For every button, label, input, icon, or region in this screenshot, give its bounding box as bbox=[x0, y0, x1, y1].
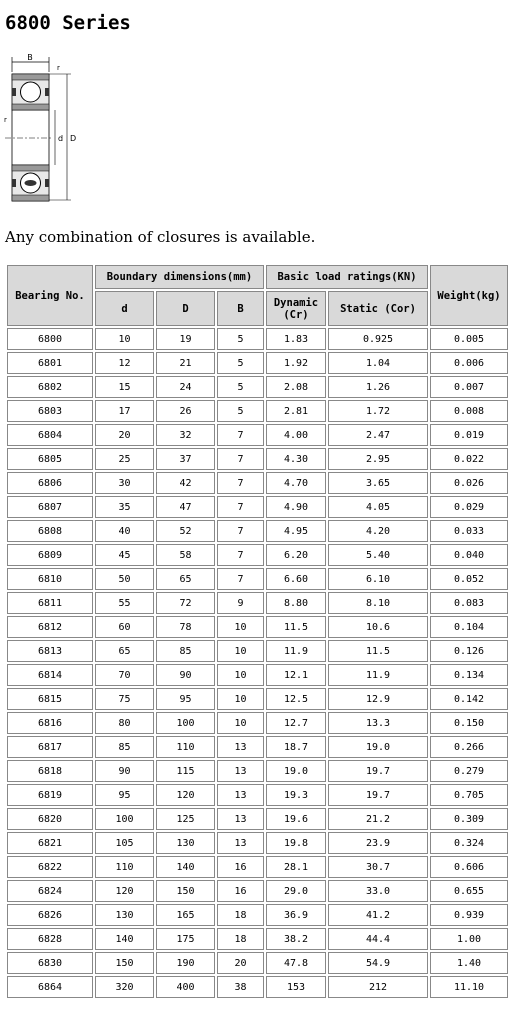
table-row bbox=[7, 640, 508, 662]
cell-static: 19.0 bbox=[328, 736, 428, 758]
bearing-spec-table bbox=[5, 263, 510, 1000]
cell-d: 120 bbox=[95, 880, 154, 902]
cell-B: 13 bbox=[217, 808, 264, 830]
cell-D: 65 bbox=[156, 568, 215, 590]
cell-B: 13 bbox=[217, 760, 264, 782]
table-row bbox=[7, 520, 508, 542]
cell-D: 37 bbox=[156, 448, 215, 470]
cell-dynamic: 6.20 bbox=[266, 544, 326, 566]
cell-static: 12.9 bbox=[328, 688, 428, 710]
cell-B: 10 bbox=[217, 712, 264, 734]
cell-d: 25 bbox=[95, 448, 154, 470]
cell-weight: 0.026 bbox=[430, 472, 508, 494]
cell-bearing-no: 6824 bbox=[7, 880, 93, 902]
cell-dynamic: 153 bbox=[266, 976, 326, 998]
cell-d: 55 bbox=[95, 592, 154, 614]
cell-B: 5 bbox=[217, 328, 264, 350]
cell-d: 20 bbox=[95, 424, 154, 446]
cell-weight: 0.005 bbox=[430, 328, 508, 350]
cell-weight: 0.040 bbox=[430, 544, 508, 566]
header-boundary-dimensions: Boundary dimensions(mm) bbox=[95, 265, 264, 289]
cell-dynamic: 4.70 bbox=[266, 472, 326, 494]
cell-weight: 0.655 bbox=[430, 880, 508, 902]
cell-weight: 0.008 bbox=[430, 400, 508, 422]
cell-B: 10 bbox=[217, 640, 264, 662]
cell-weight: 0.150 bbox=[430, 712, 508, 734]
cell-static: 19.7 bbox=[328, 760, 428, 782]
cell-D: 52 bbox=[156, 520, 215, 542]
header-B: B bbox=[217, 291, 264, 326]
cell-D: 120 bbox=[156, 784, 215, 806]
cell-dynamic: 29.0 bbox=[266, 880, 326, 902]
cell-d: 60 bbox=[95, 616, 154, 638]
cell-D: 115 bbox=[156, 760, 215, 782]
cell-dynamic: 12.7 bbox=[266, 712, 326, 734]
cell-bearing-no: 6806 bbox=[7, 472, 93, 494]
cell-dynamic: 36.9 bbox=[266, 904, 326, 926]
cell-d: 85 bbox=[95, 736, 154, 758]
cell-B: 10 bbox=[217, 664, 264, 686]
cell-weight: 0.029 bbox=[430, 496, 508, 518]
cell-d: 150 bbox=[95, 952, 154, 974]
cell-d: 90 bbox=[95, 760, 154, 782]
cell-B: 10 bbox=[217, 616, 264, 638]
cell-static: 33.0 bbox=[328, 880, 428, 902]
table-row bbox=[7, 856, 508, 878]
cell-weight: 0.939 bbox=[430, 904, 508, 926]
cell-B: 7 bbox=[217, 520, 264, 542]
cell-bearing-no: 6818 bbox=[7, 760, 93, 782]
cell-D: 140 bbox=[156, 856, 215, 878]
cell-D: 175 bbox=[156, 928, 215, 950]
cell-bearing-no: 6812 bbox=[7, 616, 93, 638]
cell-dynamic: 12.5 bbox=[266, 688, 326, 710]
cell-bearing-no: 6800 bbox=[7, 328, 93, 350]
cell-D: 42 bbox=[156, 472, 215, 494]
cell-static: 5.40 bbox=[328, 544, 428, 566]
cell-B: 20 bbox=[217, 952, 264, 974]
cell-bearing-no: 6811 bbox=[7, 592, 93, 614]
cell-static: 6.10 bbox=[328, 568, 428, 590]
cell-static: 54.9 bbox=[328, 952, 428, 974]
table-row bbox=[7, 568, 508, 590]
cell-D: 90 bbox=[156, 664, 215, 686]
table-row bbox=[7, 328, 508, 350]
table-row bbox=[7, 808, 508, 830]
table-row bbox=[7, 472, 508, 494]
cell-dynamic: 19.6 bbox=[266, 808, 326, 830]
cell-d: 12 bbox=[95, 352, 154, 374]
cell-bearing-no: 6826 bbox=[7, 904, 93, 926]
cell-weight: 0.104 bbox=[430, 616, 508, 638]
cell-B: 18 bbox=[217, 928, 264, 950]
cell-bearing-no: 6813 bbox=[7, 640, 93, 662]
cell-d: 15 bbox=[95, 376, 154, 398]
cell-d: 65 bbox=[95, 640, 154, 662]
table-row bbox=[7, 424, 508, 446]
header-dynamic-label: Dynamic bbox=[273, 296, 319, 309]
cell-bearing-no: 6830 bbox=[7, 952, 93, 974]
header-dynamic bbox=[266, 291, 326, 326]
cell-static: 21.2 bbox=[328, 808, 428, 830]
cell-dynamic: 4.95 bbox=[266, 520, 326, 542]
cell-D: 47 bbox=[156, 496, 215, 518]
cell-bearing-no: 6803 bbox=[7, 400, 93, 422]
cell-weight: 0.126 bbox=[430, 640, 508, 662]
cell-B: 16 bbox=[217, 856, 264, 878]
cell-static: 19.7 bbox=[328, 784, 428, 806]
cell-dynamic: 1.92 bbox=[266, 352, 326, 374]
cell-bearing-no: 6819 bbox=[7, 784, 93, 806]
cell-bearing-no: 6864 bbox=[7, 976, 93, 998]
table-row bbox=[7, 664, 508, 686]
cell-D: 125 bbox=[156, 808, 215, 830]
cell-D: 85 bbox=[156, 640, 215, 662]
cell-dynamic: 11.9 bbox=[266, 640, 326, 662]
cell-B: 18 bbox=[217, 904, 264, 926]
cell-B: 10 bbox=[217, 688, 264, 710]
cell-static: 4.20 bbox=[328, 520, 428, 542]
cell-d: 75 bbox=[95, 688, 154, 710]
table-row bbox=[7, 904, 508, 926]
cell-dynamic: 19.3 bbox=[266, 784, 326, 806]
table-row bbox=[7, 352, 508, 374]
cell-static: 10.6 bbox=[328, 616, 428, 638]
cell-B: 7 bbox=[217, 424, 264, 446]
cell-d: 40 bbox=[95, 520, 154, 542]
table-row bbox=[7, 784, 508, 806]
cell-D: 58 bbox=[156, 544, 215, 566]
cell-static: 0.925 bbox=[328, 328, 428, 350]
cell-D: 72 bbox=[156, 592, 215, 614]
cell-bearing-no: 6815 bbox=[7, 688, 93, 710]
cell-bearing-no: 6805 bbox=[7, 448, 93, 470]
cell-static: 30.7 bbox=[328, 856, 428, 878]
cell-B: 7 bbox=[217, 544, 264, 566]
page-title: 6800 Series bbox=[5, 12, 131, 34]
header-static: Static (Cor) bbox=[328, 291, 428, 326]
cell-d: 140 bbox=[95, 928, 154, 950]
cell-B: 5 bbox=[217, 376, 264, 398]
cell-weight: 0.033 bbox=[430, 520, 508, 542]
cell-D: 21 bbox=[156, 352, 215, 374]
cell-D: 95 bbox=[156, 688, 215, 710]
cell-weight: 0.007 bbox=[430, 376, 508, 398]
cell-D: 190 bbox=[156, 952, 215, 974]
cell-weight: 0.006 bbox=[430, 352, 508, 374]
cell-weight: 0.019 bbox=[430, 424, 508, 446]
table-row bbox=[7, 928, 508, 950]
cell-d: 95 bbox=[95, 784, 154, 806]
cell-static: 1.26 bbox=[328, 376, 428, 398]
cell-static: 3.65 bbox=[328, 472, 428, 494]
cell-d: 80 bbox=[95, 712, 154, 734]
cell-B: 13 bbox=[217, 784, 264, 806]
cell-D: 150 bbox=[156, 880, 215, 902]
cell-bearing-no: 6821 bbox=[7, 832, 93, 854]
table-body bbox=[7, 328, 508, 998]
cell-dynamic: 12.1 bbox=[266, 664, 326, 686]
cell-dynamic: 19.8 bbox=[266, 832, 326, 854]
header-bearing-no: Bearing No. bbox=[7, 265, 93, 326]
cell-static: 4.05 bbox=[328, 496, 428, 518]
cell-static: 2.95 bbox=[328, 448, 428, 470]
table-row bbox=[7, 736, 508, 758]
header-weight: Weight(kg) bbox=[430, 265, 508, 326]
cell-dynamic: 19.0 bbox=[266, 760, 326, 782]
cell-B: 9 bbox=[217, 592, 264, 614]
cell-dynamic: 47.8 bbox=[266, 952, 326, 974]
cell-bearing-no: 6804 bbox=[7, 424, 93, 446]
cell-weight: 0.022 bbox=[430, 448, 508, 470]
cell-static: 13.3 bbox=[328, 712, 428, 734]
table-row bbox=[7, 688, 508, 710]
table-row bbox=[7, 592, 508, 614]
header-dynamic-sub: (Cr) bbox=[283, 308, 309, 321]
cell-dynamic: 18.7 bbox=[266, 736, 326, 758]
table-row bbox=[7, 376, 508, 398]
table-row bbox=[7, 832, 508, 854]
cell-weight: 0.142 bbox=[430, 688, 508, 710]
header-basic-load-ratings: Basic load ratings(KN) bbox=[266, 265, 428, 289]
cell-B: 13 bbox=[217, 736, 264, 758]
cell-D: 19 bbox=[156, 328, 215, 350]
cell-d: 45 bbox=[95, 544, 154, 566]
label-B: B bbox=[27, 53, 33, 62]
cell-static: 8.10 bbox=[328, 592, 428, 614]
cell-weight: 0.279 bbox=[430, 760, 508, 782]
cell-static: 212 bbox=[328, 976, 428, 998]
cell-weight: 0.309 bbox=[430, 808, 508, 830]
cell-weight: 0.705 bbox=[430, 784, 508, 806]
cell-bearing-no: 6814 bbox=[7, 664, 93, 686]
cell-static: 1.72 bbox=[328, 400, 428, 422]
cell-d: 35 bbox=[95, 496, 154, 518]
cell-bearing-no: 6816 bbox=[7, 712, 93, 734]
cell-weight: 1.40 bbox=[430, 952, 508, 974]
cell-static: 1.04 bbox=[328, 352, 428, 374]
cell-d: 50 bbox=[95, 568, 154, 590]
cell-B: 7 bbox=[217, 472, 264, 494]
cell-weight: 0.266 bbox=[430, 736, 508, 758]
cell-bearing-no: 6802 bbox=[7, 376, 93, 398]
table-row bbox=[7, 976, 508, 998]
cell-d: 110 bbox=[95, 856, 154, 878]
table-row bbox=[7, 952, 508, 974]
cell-weight: 0.324 bbox=[430, 832, 508, 854]
cell-static: 44.4 bbox=[328, 928, 428, 950]
cell-d: 100 bbox=[95, 808, 154, 830]
cell-weight: 0.606 bbox=[430, 856, 508, 878]
cell-weight: 0.052 bbox=[430, 568, 508, 590]
cell-D: 130 bbox=[156, 832, 215, 854]
cell-static: 2.47 bbox=[328, 424, 428, 446]
bearing-cross-section-diagram bbox=[3, 50, 83, 210]
table-row bbox=[7, 400, 508, 422]
label-r-left: r bbox=[4, 116, 7, 124]
table-row bbox=[7, 496, 508, 518]
cell-B: 5 bbox=[217, 352, 264, 374]
cell-dynamic: 4.90 bbox=[266, 496, 326, 518]
cell-static: 11.5 bbox=[328, 640, 428, 662]
table-row bbox=[7, 544, 508, 566]
cell-bearing-no: 6817 bbox=[7, 736, 93, 758]
cell-static: 11.9 bbox=[328, 664, 428, 686]
cell-dynamic: 2.08 bbox=[266, 376, 326, 398]
cell-bearing-no: 6809 bbox=[7, 544, 93, 566]
cell-dynamic: 2.81 bbox=[266, 400, 326, 422]
cell-dynamic: 11.5 bbox=[266, 616, 326, 638]
cell-B: 7 bbox=[217, 568, 264, 590]
table-row bbox=[7, 880, 508, 902]
cell-dynamic: 28.1 bbox=[266, 856, 326, 878]
cell-d: 17 bbox=[95, 400, 154, 422]
cell-dynamic: 38.2 bbox=[266, 928, 326, 950]
cell-d: 105 bbox=[95, 832, 154, 854]
label-r-top: r bbox=[57, 64, 60, 72]
cell-D: 24 bbox=[156, 376, 215, 398]
cell-dynamic: 1.83 bbox=[266, 328, 326, 350]
closures-note: Any combination of closures is available. bbox=[5, 228, 316, 246]
cell-bearing-no: 6808 bbox=[7, 520, 93, 542]
cell-dynamic: 6.60 bbox=[266, 568, 326, 590]
cell-weight: 0.083 bbox=[430, 592, 508, 614]
cell-bearing-no: 6820 bbox=[7, 808, 93, 830]
cell-static: 41.2 bbox=[328, 904, 428, 926]
cell-bearing-no: 6822 bbox=[7, 856, 93, 878]
cell-bearing-no: 6828 bbox=[7, 928, 93, 950]
table-row bbox=[7, 448, 508, 470]
cell-d: 130 bbox=[95, 904, 154, 926]
cell-d: 70 bbox=[95, 664, 154, 686]
cell-static: 23.9 bbox=[328, 832, 428, 854]
cell-D: 32 bbox=[156, 424, 215, 446]
label-D: D bbox=[70, 134, 77, 143]
cell-d: 10 bbox=[95, 328, 154, 350]
cell-weight: 0.134 bbox=[430, 664, 508, 686]
cell-weight: 11.10 bbox=[430, 976, 508, 998]
cell-dynamic: 8.80 bbox=[266, 592, 326, 614]
table-row bbox=[7, 712, 508, 734]
label-d: d bbox=[58, 134, 64, 143]
cell-B: 38 bbox=[217, 976, 264, 998]
cell-D: 26 bbox=[156, 400, 215, 422]
cell-D: 110 bbox=[156, 736, 215, 758]
header-d: d bbox=[95, 291, 154, 326]
cell-bearing-no: 6810 bbox=[7, 568, 93, 590]
cell-dynamic: 4.00 bbox=[266, 424, 326, 446]
table-row bbox=[7, 760, 508, 782]
cell-D: 165 bbox=[156, 904, 215, 926]
cell-D: 100 bbox=[156, 712, 215, 734]
cell-B: 7 bbox=[217, 496, 264, 518]
cell-weight: 1.00 bbox=[430, 928, 508, 950]
cell-B: 7 bbox=[217, 448, 264, 470]
cell-B: 5 bbox=[217, 400, 264, 422]
cell-bearing-no: 6801 bbox=[7, 352, 93, 374]
cell-d: 30 bbox=[95, 472, 154, 494]
table-row bbox=[7, 616, 508, 638]
header-D: D bbox=[156, 291, 215, 326]
cell-D: 400 bbox=[156, 976, 215, 998]
cell-d: 320 bbox=[95, 976, 154, 998]
cell-bearing-no: 6807 bbox=[7, 496, 93, 518]
cell-dynamic: 4.30 bbox=[266, 448, 326, 470]
cell-D: 78 bbox=[156, 616, 215, 638]
cell-B: 16 bbox=[217, 880, 264, 902]
cell-B: 13 bbox=[217, 832, 264, 854]
